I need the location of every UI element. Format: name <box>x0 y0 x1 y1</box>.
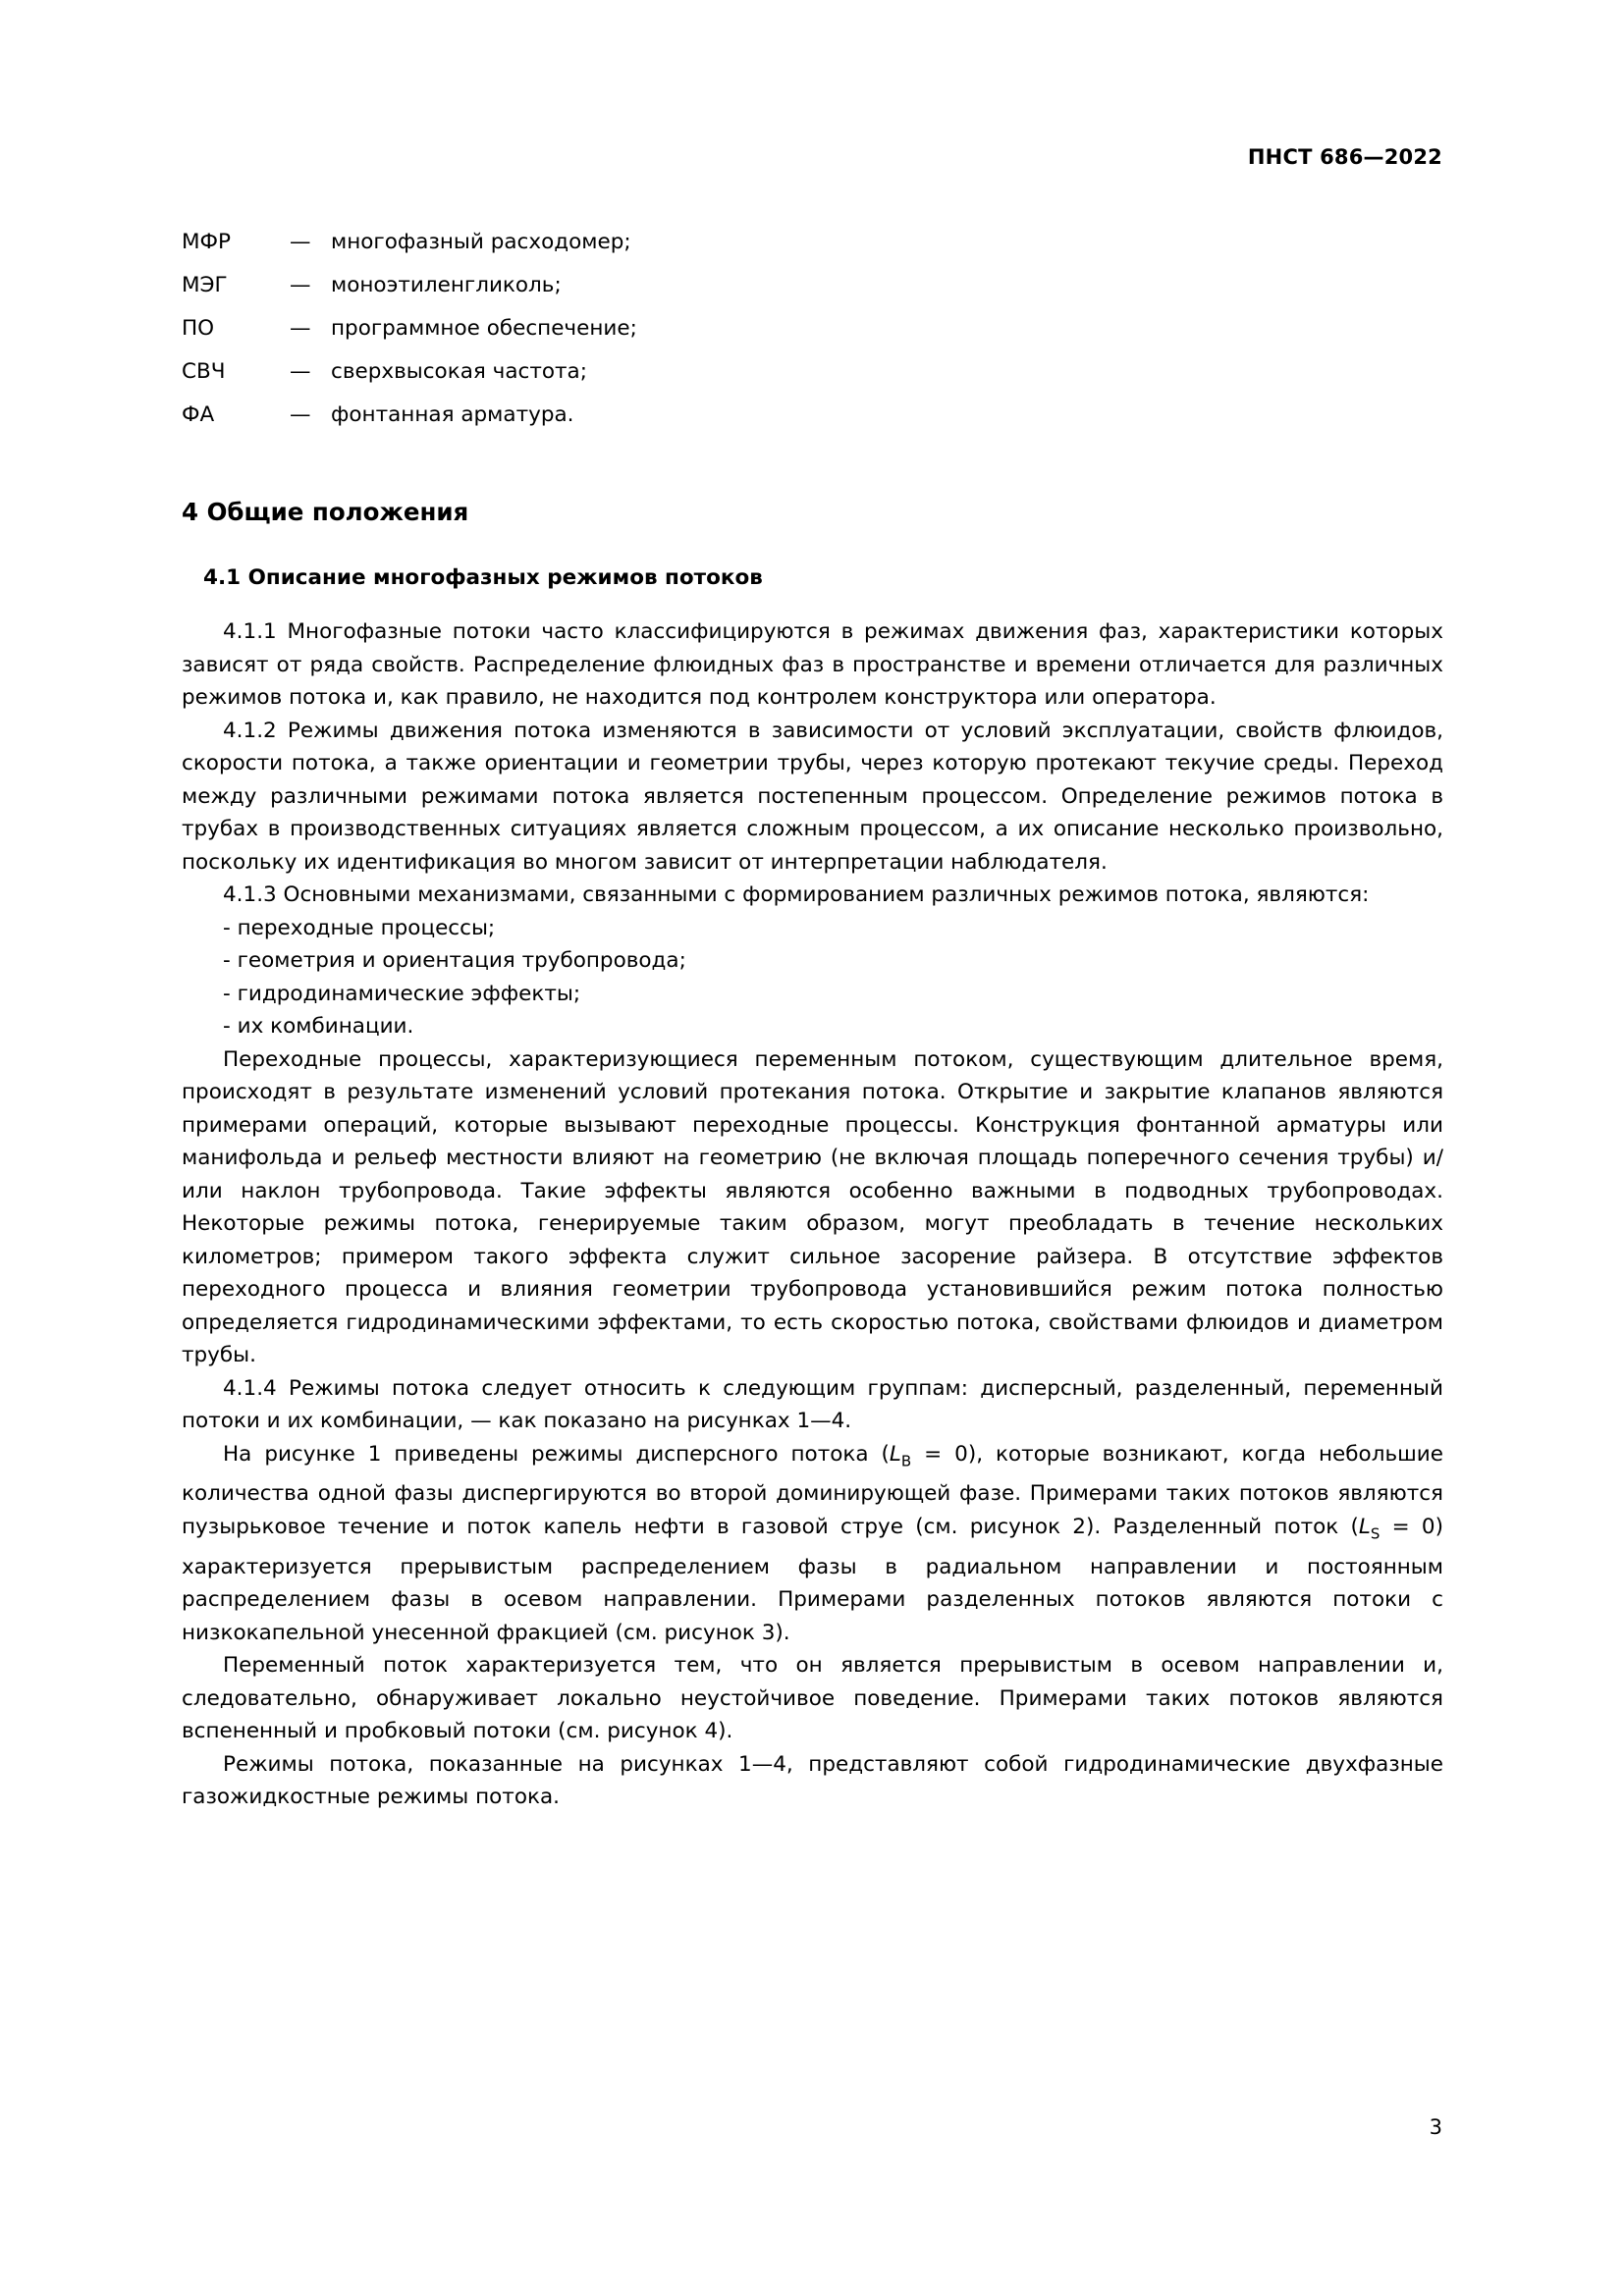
list-item <box>182 350 1443 394</box>
abbreviation-term: ПО <box>182 316 215 341</box>
list-item: - гидродинамические эффекты; <box>223 981 581 1006</box>
variable-l-b-subscript: B <box>900 1451 912 1469</box>
abbreviation-dash: — <box>290 402 311 427</box>
list-item <box>182 264 1443 307</box>
abbreviation-definition: многофазный расходомер; <box>331 230 631 254</box>
mechanisms-list <box>182 912 1443 1043</box>
abbreviation-dash: — <box>290 230 311 254</box>
abbreviation-term: СВЧ <box>182 359 226 384</box>
abbreviation-term: МЭГ <box>182 273 228 297</box>
variable-l-s-subscript: S <box>1370 1524 1380 1543</box>
variable-l-s: L <box>1358 1514 1371 1539</box>
paragraph-transient-processes: Переходные процессы, характеризующиеся переменным потоком, существующим длительное время, происходят в результате изменений условий протекания потока. Открытие и закрытие клапанов являются примерами операций, которые вызывают переходные процессы. Конструкция фонтанной арматуры или манифольда и рельеф местности влияют на геометрию (не включая площадь поперечного сечения трубы) и/или наклон трубопровода. Такие эффекты являются особенно важными в подводных трубопроводах. Некоторые режимы потока, генерируемые таким образом, могут преобладать в течение нескольких километров; примером такого эффекта служит сильное засорение райзера. В отсутствие эффектов переходного процесса и влияния геометрии трубопровода установившийся режим потока полностью определяется гидродинамическими эффектами, то есть скоростью потока, свойствами флюидов и диаметром трубы. <box>182 1046 1443 1367</box>
paragraph-figure-1-description <box>182 1438 1443 1650</box>
text-fragment: На рисунке 1 приведены режимы дисперсного потока ( <box>223 1441 890 1467</box>
paragraph-4-1-4: 4.1.4 Режимы потока следует относить к следующим группам: дисперсный, разделенный, переменный потоки и их комбинации, — как показано на рисунках 1—4. <box>182 1375 1443 1433</box>
paragraph-4-1-3: 4.1.3 Основными механизмами, связанными с формированием различных режимов потока, являются: <box>223 882 1370 907</box>
list-item: - их комбинации. <box>223 1014 414 1039</box>
list-item: - геометрия и ориентация трубопровода; <box>223 948 686 973</box>
list-item <box>182 307 1443 350</box>
abbreviation-definition: фонтанная арматура. <box>331 402 574 427</box>
subsection-heading: 4.1 Описание многофазных режимов потоков <box>203 565 763 590</box>
abbreviation-definition: сверхвысокая частота; <box>331 359 587 384</box>
abbreviation-term: МФР <box>182 230 232 254</box>
abbreviation-definition: программное обеспечение; <box>331 316 637 341</box>
abbreviation-term: ФА <box>182 402 215 427</box>
abbreviation-definition: моноэтиленгликоль; <box>331 273 562 297</box>
section-heading: 4 Общие положения <box>182 498 469 526</box>
abbreviations-list <box>182 221 1443 437</box>
page-number: 3 <box>1429 2115 1442 2139</box>
list-item: - переходные процессы; <box>223 915 496 940</box>
text-fragment: = 0), которые возникают, когда небольшие количества одной фазы диспергируются во второй доминирующей фазе. Примерами таких потоков являются пузырьковое течение и поток капель нефти в газовой струе (см. рисунок 2). Разделенный поток ( <box>182 1441 1443 1539</box>
paragraph-4-1-1: 4.1.1 Многофазные потоки часто классифицируются в режимах движения фаз, характеристики которых зависят от ряда свойств. Распределение флюидных фаз в пространстве и времени отличается для различных режимов потока и, как правило, не находится под контролем конструктора или оператора. <box>182 619 1443 710</box>
page-content <box>182 221 1443 1814</box>
abbreviation-dash: — <box>290 316 311 341</box>
list-item <box>182 394 1443 437</box>
page-header-standard-id: ПНСТ 686—2022 <box>1247 145 1442 169</box>
paragraph-variable-flow: Переменный поток характеризуется тем, что он является прерывистым в осевом направлении и, следовательно, обнаруживает локально неустойчивое поведение. Примерами таких потоков являются вспененный и пробковый потоки (см. рисунок 4). <box>182 1653 1443 1744</box>
paragraph-flow-regimes-summary: Режимы потока, показанные на рисунках 1—4, представляют собой гидродинамические двухфазные газожидкостные режимы потока. <box>182 1751 1443 1810</box>
list-item <box>182 221 1443 264</box>
variable-l-b: L <box>889 1441 901 1467</box>
abbreviation-dash: — <box>290 359 311 384</box>
text-fragment: = 0) характеризуется прерывистым распределением фазы в радиальном направлении и постоянным распределением фазы в осевом направлении. Примерами разделенных потоков являются потоки с низкокапельной унесенной фракцией (см. рисунок 3). <box>182 1514 1443 1645</box>
paragraph-4-1-2: 4.1.2 Режимы движения потока изменяются в зависимости от условий эксплуатации, свойств флюидов, скорости потока, а также ориентации и геометрии трубы, через которую протекают текучие среды. Переход между различными режимами потока является постепенным процессом. Определение режимов потока в трубах в производственных ситуациях является сложным процессом, а их описание несколько произвольно, поскольку их идентификация во многом зависит от интерпретации наблюдателя. <box>182 718 1443 875</box>
abbreviation-dash: — <box>290 273 311 297</box>
